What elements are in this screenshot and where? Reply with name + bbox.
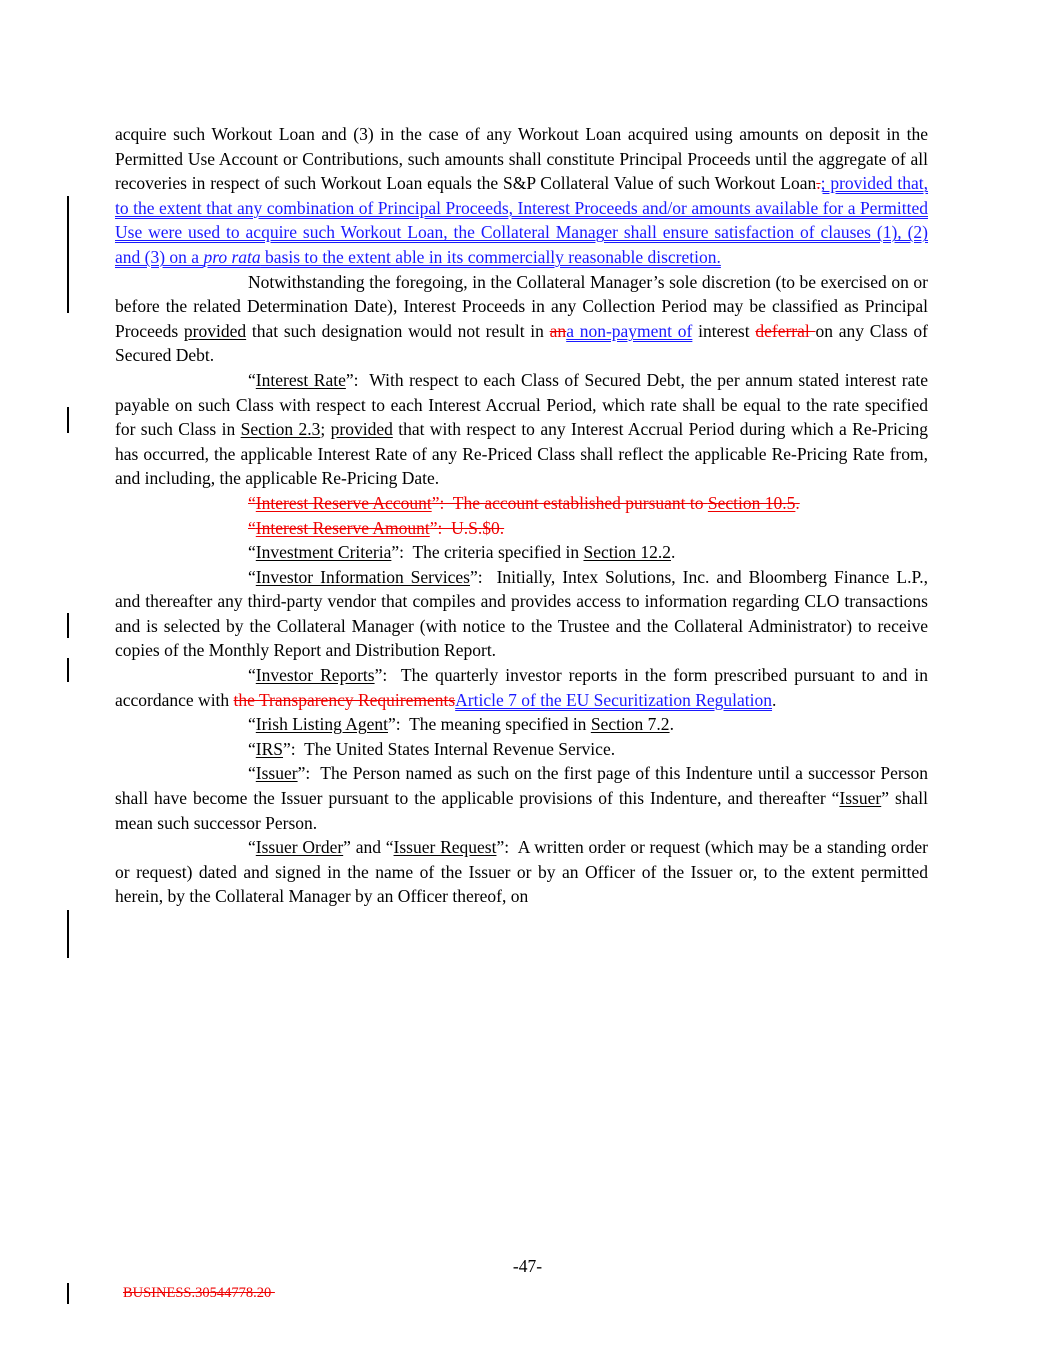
paragraph-definition-irish-listing-agent bbox=[115, 712, 928, 737]
text-run: IRS bbox=[255, 738, 284, 759]
text-run: Section 10.5 bbox=[707, 492, 796, 513]
text-run: Section 12.2 bbox=[583, 542, 671, 563]
text-run: ”: The criteria specified in bbox=[391, 542, 584, 563]
paragraph-notwithstanding bbox=[115, 270, 928, 368]
text-run: ”: Initially, Intex Solutions, Inc. and Bloomberg Finance L.P., and thereafter any third-party vendor that compiles and provides access to information regarding CLO transactions and is selected by the Collateral Manager (with notice to the Trustee and the Collateral Administrator) to receive copies of the Monthly Report and Distribution Report. bbox=[115, 566, 929, 661]
text-run: interest bbox=[692, 320, 756, 341]
paragraph-definition-investor-information-services bbox=[115, 565, 928, 663]
text-run: ” shall mean such successor Person. bbox=[115, 788, 928, 833]
text-run: Interest Reserve Account bbox=[255, 492, 432, 513]
paragraph-definition-issuer-order-request bbox=[115, 835, 928, 909]
text-run: ; provided that, to the extent that any combination of Principal Proceeds, Interest Proceeds and/or amounts available for a Permitted Use were used to acquire such Workout Loan, the Collateral Manager shall ensure satisfaction of clauses (1), (2) and (3) on a bbox=[115, 173, 928, 267]
text-run: . bbox=[795, 492, 800, 513]
text-run: . bbox=[816, 173, 821, 194]
change-bar bbox=[67, 1283, 69, 1304]
text-run: “ bbox=[248, 369, 256, 390]
text-run: Issuer bbox=[839, 788, 882, 809]
text-run: ”: With respect to each Class of Secured Debt, the per annum stated interest rate payable on such Class with respect to each Interest Accrual Period, which rate shall be equal to the rate specified for such Class in bbox=[115, 369, 929, 440]
text-run: acquire such Workout Loan and (3) in the case of any Workout Loan acquired using amounts on deposit in the Permitted Use Account or Contributions, such amounts shall constitute Principal Proceeds until the aggregate of all recoveries in respect of such Workout Loan equals the S&P Collateral Value of such Workout Loan bbox=[115, 124, 928, 194]
text-run: provided bbox=[183, 320, 247, 341]
text-run: “ bbox=[248, 738, 256, 759]
text-run: ”: The quarterly investor reports in the form prescribed pursuant to and in accordance with bbox=[115, 665, 928, 710]
text-run: ”: U.S.$0. bbox=[429, 517, 505, 538]
text-run: provided bbox=[330, 419, 393, 440]
text-run: “ bbox=[248, 566, 256, 587]
text-run: “ bbox=[248, 714, 256, 735]
text-run: basis to the extent able in its commercially reasonable discretion. bbox=[260, 246, 721, 267]
text-run: Article 7 of the EU Securitization Regulation bbox=[455, 689, 773, 710]
text-run: ” and “ bbox=[343, 837, 394, 858]
text-run: Investor Information Services bbox=[255, 566, 470, 587]
paragraph-definition-interest-rate bbox=[115, 368, 928, 491]
paragraph-definition-investor-reports bbox=[115, 663, 928, 712]
text-run: ”: The meaning specified in bbox=[388, 714, 591, 735]
page-number: -47- bbox=[512, 1256, 543, 1276]
paragraph-definition-issuer bbox=[115, 761, 928, 835]
text-run: ”: The account established pursuant to bbox=[431, 492, 708, 513]
text-run: Issuer Order bbox=[255, 837, 344, 858]
text-run: ”: A written order or request (which may be a standing order or request) dated and signed in the name of the Issuer or by an Officer of the Issuer or, to the extent permitted herein, by the Collateral Manager by an Officer thereof, on bbox=[115, 837, 928, 907]
text-run: ; bbox=[320, 419, 331, 440]
text-run: Issuer bbox=[255, 763, 298, 784]
paragraph-definition-investment-criteria bbox=[115, 540, 928, 565]
text-run: . bbox=[669, 714, 674, 735]
text-run: . bbox=[670, 542, 676, 563]
text-run: deferral bbox=[755, 320, 816, 341]
change-bar bbox=[67, 613, 69, 638]
change-bar bbox=[67, 658, 69, 682]
text-run: Irish Listing Agent bbox=[255, 714, 388, 735]
text-run: “ bbox=[248, 763, 256, 784]
text-run: “ bbox=[248, 517, 256, 538]
text-run: a non-payment of bbox=[566, 320, 693, 341]
text-run: that such designation would not result in bbox=[246, 320, 550, 341]
text-run: an bbox=[549, 320, 567, 341]
document-content bbox=[115, 122, 928, 909]
text-run: Section 2.3 bbox=[240, 419, 321, 440]
change-bar bbox=[67, 910, 69, 958]
text-run: ”: The United States Internal Revenue Service. bbox=[283, 738, 616, 759]
document-id-stamp-deleted: BUSINESS.30544778.20 bbox=[123, 1285, 275, 1301]
text-run: Interest Reserve Amount bbox=[255, 517, 430, 538]
text-run: “ bbox=[248, 665, 256, 686]
text-run: Notwithstanding the foregoing, in the Collateral Manager’s sole discretion (to be exercised on or before the related Determination Date), Interest Proceeds in any Collection Period may be classified as Principal Proceeds bbox=[115, 271, 928, 341]
text-run: “ bbox=[248, 837, 256, 858]
text-run: Issuer Request bbox=[393, 837, 497, 858]
text-run: Section 7.2 bbox=[590, 714, 670, 735]
text-run: “ bbox=[248, 542, 256, 563]
text-run: that with respect to any Interest Accrual Period during which a Re-Pricing has occurred, the applicable Interest Rate of any Re-Priced Class shall reflect the applicable Re-Pricing Rate from, and including, the applicable Re-Pricing Date. bbox=[115, 419, 928, 489]
paragraph-definition-interest-reserve-amount-deleted bbox=[115, 516, 928, 541]
change-bar bbox=[67, 196, 69, 313]
paragraph-definition-interest-reserve-account-deleted bbox=[115, 491, 928, 516]
text-run: . bbox=[772, 689, 777, 710]
text-run: pro rata bbox=[203, 246, 261, 267]
paragraph-definition-irs bbox=[115, 737, 928, 762]
text-run: ”: The Person named as such on the first page of this Indenture until a successor Person shall have become the Issuer pursuant to the applicable provisions of this Indenture, and thereafter “ bbox=[115, 763, 928, 809]
text-run: on any Class of Secured Debt. bbox=[115, 320, 928, 366]
text-run: “ bbox=[248, 492, 256, 513]
text-run: Investment Criteria bbox=[255, 542, 392, 563]
paragraph-workout-loan-continuation bbox=[115, 122, 928, 270]
text-run: Interest Rate bbox=[255, 369, 346, 390]
text-run: the Transparency Requirements bbox=[233, 689, 456, 710]
text-run: Investor Reports bbox=[255, 665, 375, 686]
change-bar bbox=[67, 407, 69, 433]
